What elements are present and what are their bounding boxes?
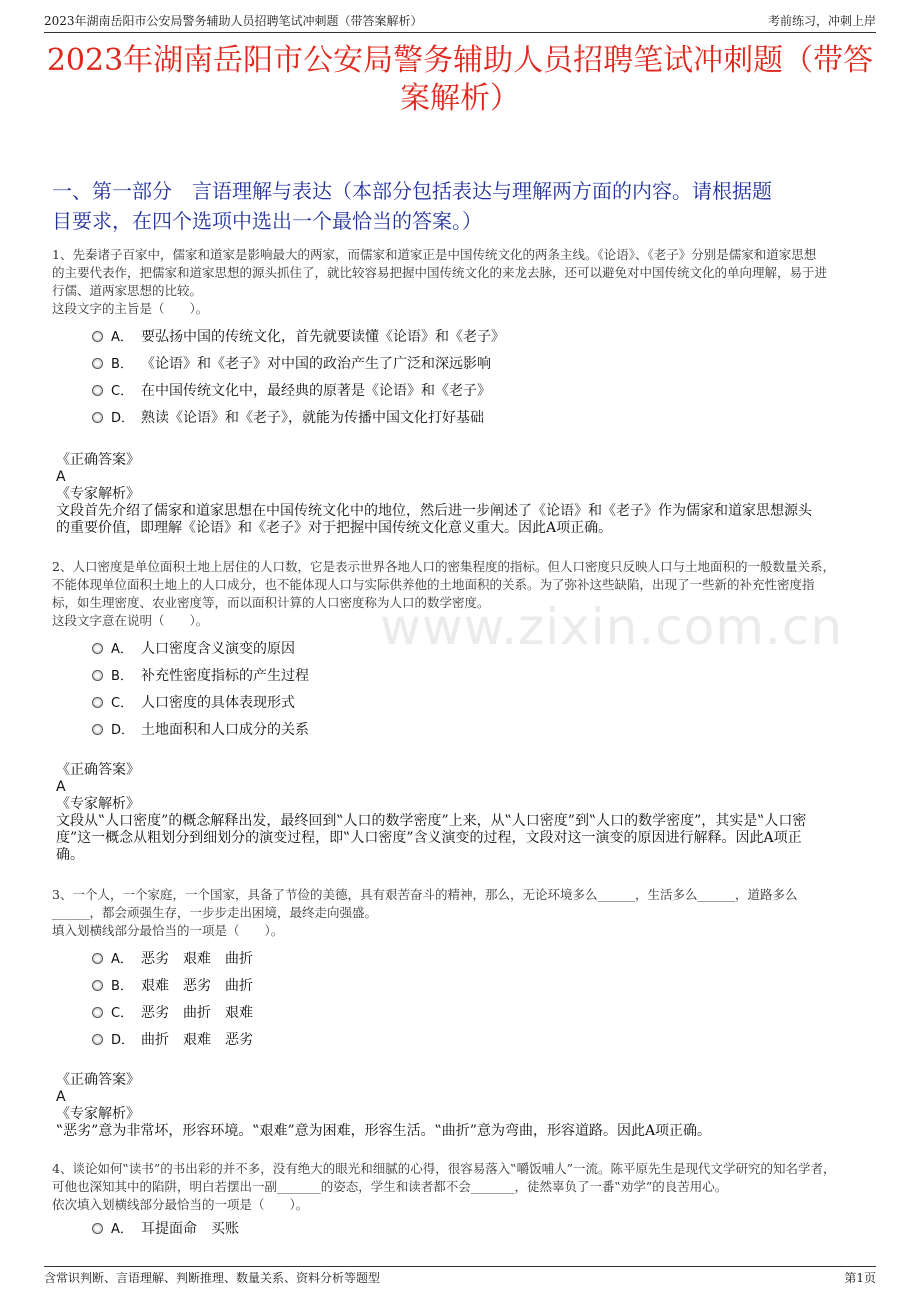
radio-icon[interactable]: [92, 1034, 103, 1045]
page-header: [44, 10, 876, 33]
analysis-label: 《专家解析》: [56, 486, 140, 502]
analysis-line: 度”这一概念从粗划分到细划分的演变过程，即‟人口密度”含义演变的过程，文段对这一演变的原因进行解释。因此A项正: [56, 830, 802, 846]
option-list: [92, 324, 868, 432]
page-title-line: 2023年湖南岳阳市公安局警务辅助人员招聘笔试冲刺题（带答: [46, 43, 874, 78]
analysis-label: 《专家解析》: [56, 796, 140, 812]
page-number: 第1页: [844, 1271, 876, 1285]
page-footer: [44, 1266, 876, 1289]
radio-icon[interactable]: [92, 724, 103, 735]
analysis-line: 文段首先介绍了儒家和道家思想在中国传统文化中的地位，然后进一步阐述了《论语》和《老子》作为儒家和道家思想源头: [56, 503, 812, 519]
radio-icon[interactable]: [92, 412, 103, 423]
option-c[interactable]: C． 恶劣 曲折 艰难: [92, 1000, 868, 1027]
radio-icon[interactable]: [92, 953, 103, 964]
question-stem-line: 1、先秦诸子百家中，儒家和道家是影响最大的两家，而儒家和道家正是中国传统文化的两条主线。《论语》、《老子》分别是儒家和道家思想: [52, 247, 817, 262]
answer-label: 《正确答案》: [56, 1072, 140, 1088]
question-prompt: 这段文字的主旨是（ ）。: [52, 301, 209, 316]
question-2: [52, 558, 868, 744]
question-prompt: 填入划横线部分最恰当的一项是（ ）。: [52, 923, 284, 938]
question-stem-line: 标，如生理密度、农业密度等，而以面积计算的人口密度称为人口的数学密度。: [52, 595, 490, 610]
section-title-line: 目要求，在四个选项中选出一个最恰当的答案。）: [52, 209, 482, 233]
option-d[interactable]: D． 曲折 艰难 恶劣: [92, 1027, 868, 1054]
answer-label: 《正确答案》: [56, 452, 140, 468]
option-a[interactable]: A． 要弘扬中国的传统文化，首先就要读懂《论语》和《老子》: [92, 324, 868, 351]
option-list: [92, 636, 868, 744]
answer-block-2: [56, 762, 864, 864]
option-b[interactable]: B． 《论语》和《老子》对中国的政治产生了广泛和深远影响: [92, 351, 868, 378]
watermark: www.zixin.com.cn: [380, 598, 844, 656]
section-title-line: 一、第一部分 言语理解与表达（本部分包括表达与理解两方面的内容。请根据题: [52, 179, 772, 203]
analysis-label: 《专家解析》: [56, 1106, 140, 1122]
analysis-line: 的重要价值，即理解《论语》和《老子》对于把握中国传统文化意义重大。因此A项正确。: [56, 520, 613, 536]
analysis-line: 确。: [56, 847, 84, 863]
radio-icon[interactable]: [92, 670, 103, 681]
question-stem-line: ______，都会顽强生存，一步步走出困境，最终走向强盛。: [52, 905, 378, 920]
question-stem-line: 行儒、道两家思想的比较。: [52, 283, 203, 298]
footer-question-types: 含常识判断、言语理解、判断推理、数量关系、资料分析等题型: [44, 1271, 381, 1285]
answer-label: 《正确答案》: [56, 762, 140, 778]
option-list: [92, 946, 868, 1054]
question-stem-line: 的主要代表作，把儒家和道家思想的源头抓住了，就比较容易把握中国传统文化的来龙去脉，还可以避免对中国传统文化的单向理解，易于进: [52, 265, 828, 280]
question-stem-line: 3、一个人，一个家庭，一个国家，具备了节俭的美德，具有艰苦奋斗的精神，那么，无论环境多么______，生活多么______，道路多么: [52, 887, 798, 902]
option-b[interactable]: B． 补充性密度指标的产生过程: [92, 663, 868, 690]
question-1: [52, 246, 868, 432]
question-stem-line: 可他也深知其中的陷阱，明白若摆出一副_______的姿态，学生和读者都不会_______，徒然辜负了一番‟劝学”的良苦用心。: [52, 1179, 728, 1194]
question-stem-line: 2、人口密度是单位面积土地上居住的人口数，它是表示世界各地人口的密集程度的指标。但人口密度只反映人口与土地面积的一般数量关系，: [52, 559, 835, 574]
question-stem-line: 4、谈论如何‟读书”的书出彩的并不多，没有绝大的眼光和细腻的心得，很容易落入‟嚼饭哺人”一流。陈平原先生是现代文学研究的知名学者，: [52, 1161, 836, 1176]
answer-value: A: [56, 779, 66, 795]
radio-icon[interactable]: [92, 697, 103, 708]
radio-icon[interactable]: [92, 980, 103, 991]
analysis-line: 文段从‟人口密度”的概念解释出发，最终回到‟人口的数学密度”上来，从‟人口密度”到‟人口的数学密度”，其实是‟人口密: [56, 813, 807, 829]
radio-icon[interactable]: [92, 643, 103, 654]
radio-icon[interactable]: [92, 1223, 103, 1234]
option-c[interactable]: C． 人口密度的具体表现形式: [92, 690, 868, 717]
header-doc-title: 2023年湖南岳阳市公安局警务辅助人员招聘笔试冲刺题（带答案解析）: [44, 14, 423, 28]
option-b[interactable]: B． 艰难 恶劣 曲折: [92, 973, 868, 1000]
radio-icon[interactable]: [92, 1007, 103, 1018]
answer-block-1: [56, 452, 864, 537]
question-3: [52, 886, 868, 1054]
analysis-line: ‟恶劣”意为非常坏，形容环境。‟艰难”意为困难，形容生活。‟曲折”意为弯曲，形容道路。因此A项正确。: [56, 1123, 712, 1139]
option-list: [92, 1216, 868, 1243]
question-prompt: 依次填入划横线部分最恰当的一项是（ ）。: [52, 1197, 309, 1212]
page-title: [44, 42, 876, 118]
radio-icon[interactable]: [92, 358, 103, 369]
option-c[interactable]: C． 在中国传统文化中，最经典的原著是《论语》和《老子》: [92, 378, 868, 405]
question-prompt: 这段文字意在说明（ ）。: [52, 613, 209, 628]
page-title-line: 案解析）: [400, 81, 520, 116]
question-stem-line: 不能体现单位面积土地上的人口成分，也不能体现人口与实际供养他的土地面积的关系。为了弥补这些缺陷，出现了一些新的补充性密度指: [52, 577, 815, 592]
option-d[interactable]: D． 土地面积和人口成分的关系: [92, 717, 868, 744]
radio-icon[interactable]: [92, 385, 103, 396]
answer-block-3: [56, 1072, 864, 1140]
answer-value: A: [56, 1089, 66, 1105]
section-title: [52, 176, 868, 236]
answer-value: A: [56, 469, 66, 485]
option-a[interactable]: A． 恶劣 艰难 曲折: [92, 946, 868, 973]
option-d[interactable]: D． 熟读《论语》和《老子》，就能为传播中国文化打好基础: [92, 405, 868, 432]
option-a[interactable]: A． 人口密度含义演变的原因: [92, 636, 868, 663]
header-slogan: 考前练习，冲刺上岸: [767, 14, 876, 28]
option-a[interactable]: A． 耳提面命 买账: [92, 1216, 868, 1243]
question-4: [52, 1160, 868, 1243]
radio-icon[interactable]: [92, 331, 103, 342]
